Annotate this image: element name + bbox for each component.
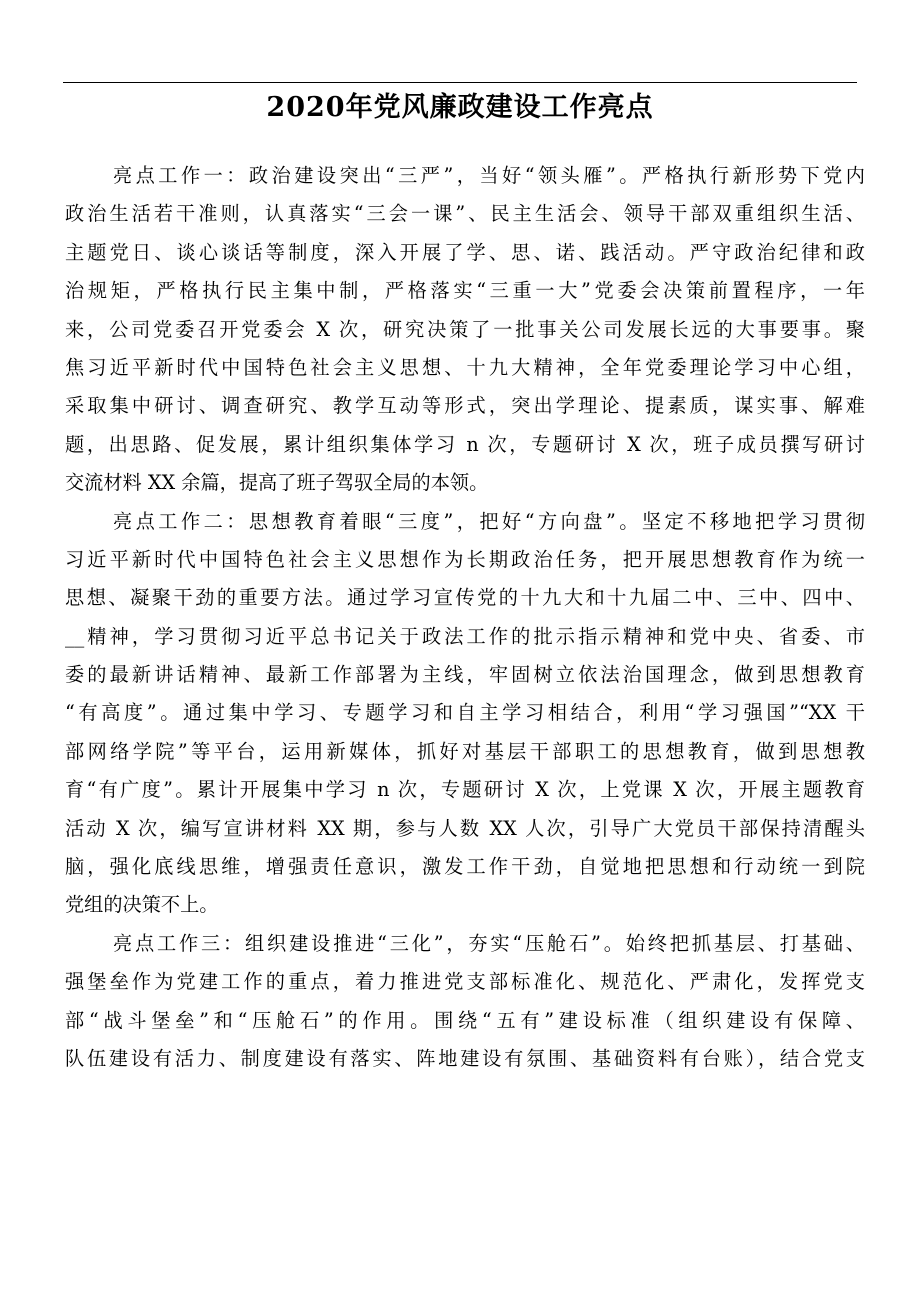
- document-body: [65, 157, 865, 1078]
- paragraph-line: 习近平新时代中国特色社会主义思想作为长期政治任务，把开展思想教育作为统一: [65, 547, 865, 571]
- paragraph-line: 治规矩，严格执行民主集中制，严格落实“三重一大”党委会决策前置程序，一年: [65, 279, 865, 303]
- paragraph-line: 亮点工作三：组织建设推进“三化”，夯实“压舱石”。始终把抓基层、打基础、: [113, 931, 865, 955]
- header-rule: [63, 82, 857, 83]
- paragraph-line: 活动 X 次，编写宣讲材料 XX 期，参与人数 XX 人次，引导广大党员干部保持清醒头: [65, 816, 865, 840]
- paragraph-line: 来，公司党委召开党委会 X 次，研究决策了一批事关公司发展长远的大事要事。聚: [65, 317, 865, 341]
- paragraph-line: 采取集中研讨、调查研究、教学互动等形式，突出学理论、提素质，谋实事、解难: [65, 394, 865, 418]
- paragraph-line: 委的最新讲话精神、最新工作部署为主线，牢固树立依法治国理念，做到思想教育: [65, 663, 865, 687]
- paragraph-highlight-3: [65, 925, 865, 1079]
- paragraph-line: __精神，学习贯彻习近平总书记关于政法工作的批示指示精神和党中央、省委、市: [65, 624, 865, 648]
- paragraph-line: 党组的决策不上。: [65, 893, 219, 917]
- paragraph-line: 强堡垒作为党建工作的重点，着力推进党支部标准化、规范化、严肃化，发挥党支: [65, 970, 865, 994]
- paragraph-line: 焦习近平新时代中国特色社会主义思想、十九大精神，全年党委理论学习中心组，: [65, 355, 865, 379]
- paragraph-line: 政治生活若干准则，认真落实“三会一课”、民主生活会、领导干部双重组织生活、: [65, 202, 865, 226]
- paragraph-line: 题，出思路、促发展，累计组织集体学习 n 次，专题研讨 X 次，班子成员撰写研讨: [65, 432, 865, 456]
- paragraph-line: 部网络学院”等平台，运用新媒体，抓好对基层干部职工的思想教育，做到思想教: [65, 739, 865, 763]
- paragraph-line: 亮点工作一：政治建设突出“三严”，当好“领头雁”。严格执行新形势下党内: [113, 164, 865, 187]
- paragraph-line: 亮点工作二：思想教育着眼“三度”，把好“方向盘”。坚定不移地把学习贯彻: [113, 509, 865, 533]
- paragraph-highlight-2: [65, 503, 865, 925]
- paragraph-line: 育“有广度”。累计开展集中学习 n 次，专题研讨 X 次，上党课 X 次，开展主题教育: [65, 778, 865, 802]
- paragraph-line: 交流材料 XX 余篇，提高了班子驾驭全局的本领。: [65, 471, 489, 495]
- document-title: 2020年党风廉政建设工作亮点: [266, 92, 654, 123]
- paragraph-highlight-1: [65, 157, 865, 503]
- paragraph-line: “有高度”。通过集中学习、专题学习和自主学习相结合，利用“学习强国”“XX 干: [65, 701, 865, 725]
- paragraph-line: 队伍建设有活力、制度建设有落实、阵地建设有氛围、基础资料有台账），结合党支: [65, 1046, 865, 1070]
- paragraph-line: 主题党日、谈心谈话等制度，深入开展了学、思、诺、践活动。严守政治纪律和政: [65, 240, 865, 264]
- paragraph-line: 部“战斗堡垒”和“压舱石”的作用。围绕“五有”建设标准（组织建设有保障、: [65, 1008, 865, 1032]
- paragraph-line: 思想、凝聚干劲的重要方法。通过学习宣传党的十九大和十九届二中、三中、四中、: [65, 586, 865, 610]
- paragraph-line: 脑，强化底线思维，增强责任意识，激发工作干劲，自觉地把思想和行动统一到院: [65, 855, 865, 879]
